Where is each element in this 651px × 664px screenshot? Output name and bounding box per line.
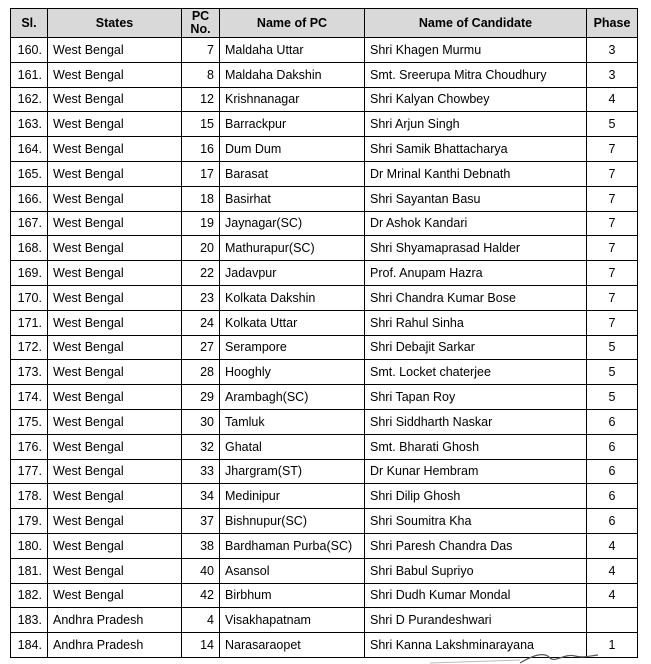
cell-state: West Bengal bbox=[48, 38, 182, 63]
cell-sl: 163. bbox=[11, 112, 48, 137]
cell-pc-name: Asansol bbox=[220, 558, 365, 583]
table-row bbox=[11, 261, 638, 286]
cell-pc-no: 19 bbox=[182, 211, 220, 236]
cell-sl: 173. bbox=[11, 360, 48, 385]
header-phase: Phase bbox=[587, 9, 638, 38]
table-row bbox=[11, 484, 638, 509]
cell-phase: 3 bbox=[587, 62, 638, 87]
cell-pc-no: 29 bbox=[182, 385, 220, 410]
cell-sl: 166. bbox=[11, 186, 48, 211]
cell-pc-no: 20 bbox=[182, 236, 220, 261]
cell-phase: 6 bbox=[587, 509, 638, 534]
cell-state: West Bengal bbox=[48, 186, 182, 211]
table-row bbox=[11, 459, 638, 484]
cell-candidate: Shri Soumitra Kha bbox=[365, 509, 587, 534]
cell-candidate: Shri Siddharth Naskar bbox=[365, 409, 587, 434]
cell-pc-name: Mathurapur(SC) bbox=[220, 236, 365, 261]
cell-pc-name: Barrackpur bbox=[220, 112, 365, 137]
cell-pc-name: Medinipur bbox=[220, 484, 365, 509]
cell-phase: 7 bbox=[587, 261, 638, 286]
cell-state: West Bengal bbox=[48, 385, 182, 410]
cell-candidate: Smt. Sreerupa Mitra Choudhury bbox=[365, 62, 587, 87]
cell-pc-no: 15 bbox=[182, 112, 220, 137]
cell-phase: 5 bbox=[587, 385, 638, 410]
header-pc-no-line2: No. bbox=[190, 22, 211, 36]
cell-phase: 7 bbox=[587, 161, 638, 186]
cell-candidate: Smt. Locket chaterjee bbox=[365, 360, 587, 385]
cell-state: West Bengal bbox=[48, 137, 182, 162]
cell-phase: 3 bbox=[587, 38, 638, 63]
cell-phase: 7 bbox=[587, 285, 638, 310]
cell-phase: 4 bbox=[587, 87, 638, 112]
cell-candidate: Smt. Bharati Ghosh bbox=[365, 434, 587, 459]
cell-sl: 174. bbox=[11, 385, 48, 410]
cell-pc-name: Birbhum bbox=[220, 583, 365, 608]
cell-pc-no: 28 bbox=[182, 360, 220, 385]
cell-phase: 1 bbox=[587, 633, 638, 658]
cell-state: West Bengal bbox=[48, 459, 182, 484]
table-row bbox=[11, 434, 638, 459]
cell-sl: 161. bbox=[11, 62, 48, 87]
table-row bbox=[11, 112, 638, 137]
cell-sl: 182. bbox=[11, 583, 48, 608]
table-row bbox=[11, 285, 638, 310]
cell-candidate: Shri Sayantan Basu bbox=[365, 186, 587, 211]
cell-candidate: Shri Dilip Ghosh bbox=[365, 484, 587, 509]
cell-candidate: Shri Arjun Singh bbox=[365, 112, 587, 137]
cell-sl: 181. bbox=[11, 558, 48, 583]
header-name-of-candidate: Name of Candidate bbox=[365, 9, 587, 38]
header-states: States bbox=[48, 9, 182, 38]
cell-state: Andhra Pradesh bbox=[48, 633, 182, 658]
table-row bbox=[11, 161, 638, 186]
cell-state: West Bengal bbox=[48, 87, 182, 112]
header-pc-no-line1: PC bbox=[191, 9, 210, 23]
cell-state: West Bengal bbox=[48, 484, 182, 509]
cell-state: West Bengal bbox=[48, 285, 182, 310]
cell-pc-name: Tamluk bbox=[220, 409, 365, 434]
cell-state: West Bengal bbox=[48, 558, 182, 583]
cell-phase: 7 bbox=[587, 236, 638, 261]
cell-sl: 184. bbox=[11, 633, 48, 658]
cell-pc-no: 18 bbox=[182, 186, 220, 211]
cell-pc-name: Kolkata Dakshin bbox=[220, 285, 365, 310]
cell-sl: 167. bbox=[11, 211, 48, 236]
cell-sl: 178. bbox=[11, 484, 48, 509]
cell-candidate: Shri Kalyan Chowbey bbox=[365, 87, 587, 112]
cell-candidate: Shri Debajit Sarkar bbox=[365, 335, 587, 360]
cell-pc-no: 7 bbox=[182, 38, 220, 63]
cell-candidate: Dr Mrinal Kanthi Debnath bbox=[365, 161, 587, 186]
cell-state: West Bengal bbox=[48, 533, 182, 558]
cell-pc-no: 14 bbox=[182, 633, 220, 658]
cell-sl: 165. bbox=[11, 161, 48, 186]
cell-pc-name: Bardhaman Purba(SC) bbox=[220, 533, 365, 558]
cell-phase: 6 bbox=[587, 409, 638, 434]
cell-sl: 160. bbox=[11, 38, 48, 63]
cell-pc-name: Barasat bbox=[220, 161, 365, 186]
cell-pc-name: Kolkata Uttar bbox=[220, 310, 365, 335]
cell-pc-name: Maldaha Uttar bbox=[220, 38, 365, 63]
cell-candidate: Shri Kanna Lakshminarayana bbox=[365, 633, 587, 658]
cell-phase: 7 bbox=[587, 211, 638, 236]
cell-sl: 176. bbox=[11, 434, 48, 459]
table-row bbox=[11, 509, 638, 534]
cell-candidate: Shri Khagen Murmu bbox=[365, 38, 587, 63]
cell-pc-name: Jadavpur bbox=[220, 261, 365, 286]
table-row bbox=[11, 583, 638, 608]
cell-state: West Bengal bbox=[48, 360, 182, 385]
cell-sl: 169. bbox=[11, 261, 48, 286]
cell-candidate: Shri D Purandeshwari bbox=[365, 608, 587, 633]
cell-state: West Bengal bbox=[48, 335, 182, 360]
table-row bbox=[11, 335, 638, 360]
cell-pc-no: 30 bbox=[182, 409, 220, 434]
cell-state: West Bengal bbox=[48, 211, 182, 236]
cell-pc-no: 4 bbox=[182, 608, 220, 633]
cell-candidate: Shri Paresh Chandra Das bbox=[365, 533, 587, 558]
cell-sl: 177. bbox=[11, 459, 48, 484]
cell-pc-name: Bishnupur(SC) bbox=[220, 509, 365, 534]
header-pc-no bbox=[182, 9, 220, 38]
table-row bbox=[11, 558, 638, 583]
table-row bbox=[11, 236, 638, 261]
cell-phase: 7 bbox=[587, 137, 638, 162]
cell-pc-no: 34 bbox=[182, 484, 220, 509]
cell-sl: 164. bbox=[11, 137, 48, 162]
signature-mark bbox=[400, 650, 610, 664]
table-row bbox=[11, 385, 638, 410]
cell-sl: 168. bbox=[11, 236, 48, 261]
cell-candidate: Dr Ashok Kandari bbox=[365, 211, 587, 236]
cell-phase: 6 bbox=[587, 434, 638, 459]
cell-state: West Bengal bbox=[48, 261, 182, 286]
cell-phase: 6 bbox=[587, 459, 638, 484]
cell-state: West Bengal bbox=[48, 434, 182, 459]
table-header-row bbox=[11, 9, 638, 38]
cell-phase: 7 bbox=[587, 186, 638, 211]
cell-pc-no: 24 bbox=[182, 310, 220, 335]
cell-state: West Bengal bbox=[48, 509, 182, 534]
cell-state: West Bengal bbox=[48, 583, 182, 608]
table-row bbox=[11, 186, 638, 211]
table-row bbox=[11, 409, 638, 434]
cell-phase: 4 bbox=[587, 533, 638, 558]
cell-pc-name: Narasaraopet bbox=[220, 633, 365, 658]
table-row bbox=[11, 310, 638, 335]
cell-sl: 175. bbox=[11, 409, 48, 434]
cell-pc-no: 33 bbox=[182, 459, 220, 484]
cell-pc-no: 37 bbox=[182, 509, 220, 534]
cell-state: West Bengal bbox=[48, 62, 182, 87]
cell-state: West Bengal bbox=[48, 112, 182, 137]
cell-phase: 7 bbox=[587, 310, 638, 335]
cell-candidate: Shri Shyamaprasad Halder bbox=[365, 236, 587, 261]
cell-sl: 171. bbox=[11, 310, 48, 335]
header-sl: Sl. bbox=[11, 9, 48, 38]
table-row bbox=[11, 62, 638, 87]
cell-state: West Bengal bbox=[48, 409, 182, 434]
cell-pc-name: Visakhapatnam bbox=[220, 608, 365, 633]
cell-pc-name: Maldaha Dakshin bbox=[220, 62, 365, 87]
cell-sl: 179. bbox=[11, 509, 48, 534]
cell-candidate: Shri Rahul Sinha bbox=[365, 310, 587, 335]
cell-pc-name: Jhargram(ST) bbox=[220, 459, 365, 484]
cell-pc-no: 42 bbox=[182, 583, 220, 608]
cell-pc-no: 32 bbox=[182, 434, 220, 459]
header-name-of-pc: Name of PC bbox=[220, 9, 365, 38]
cell-pc-name: Hooghly bbox=[220, 360, 365, 385]
cell-candidate: Shri Dudh Kumar Mondal bbox=[365, 583, 587, 608]
cell-candidate: Dr Kunar Hembram bbox=[365, 459, 587, 484]
cell-phase: 6 bbox=[587, 484, 638, 509]
cell-pc-name: Dum Dum bbox=[220, 137, 365, 162]
cell-pc-name: Krishnanagar bbox=[220, 87, 365, 112]
cell-phase: 4 bbox=[587, 558, 638, 583]
cell-pc-name: Arambagh(SC) bbox=[220, 385, 365, 410]
cell-pc-no: 16 bbox=[182, 137, 220, 162]
cell-sl: 162. bbox=[11, 87, 48, 112]
cell-phase: 5 bbox=[587, 335, 638, 360]
cell-pc-name: Basirhat bbox=[220, 186, 365, 211]
cell-candidate: Shri Tapan Roy bbox=[365, 385, 587, 410]
cell-phase bbox=[587, 608, 638, 633]
table-row bbox=[11, 137, 638, 162]
cell-sl: 170. bbox=[11, 285, 48, 310]
cell-pc-no: 27 bbox=[182, 335, 220, 360]
candidates-table bbox=[10, 8, 638, 658]
cell-pc-no: 40 bbox=[182, 558, 220, 583]
cell-phase: 4 bbox=[587, 583, 638, 608]
cell-sl: 172. bbox=[11, 335, 48, 360]
cell-pc-no: 23 bbox=[182, 285, 220, 310]
cell-sl: 180. bbox=[11, 533, 48, 558]
cell-phase: 5 bbox=[587, 112, 638, 137]
cell-pc-name: Serampore bbox=[220, 335, 365, 360]
cell-pc-no: 22 bbox=[182, 261, 220, 286]
table-row bbox=[11, 360, 638, 385]
cell-candidate: Shri Babul Supriyo bbox=[365, 558, 587, 583]
cell-pc-no: 12 bbox=[182, 87, 220, 112]
cell-state: Andhra Pradesh bbox=[48, 608, 182, 633]
cell-pc-no: 17 bbox=[182, 161, 220, 186]
table-row bbox=[11, 533, 638, 558]
cell-phase: 5 bbox=[587, 360, 638, 385]
cell-candidate: Prof. Anupam Hazra bbox=[365, 261, 587, 286]
table-row bbox=[11, 38, 638, 63]
table-row bbox=[11, 87, 638, 112]
cell-candidate: Shri Chandra Kumar Bose bbox=[365, 285, 587, 310]
cell-pc-no: 38 bbox=[182, 533, 220, 558]
cell-pc-no: 8 bbox=[182, 62, 220, 87]
cell-pc-name: Ghatal bbox=[220, 434, 365, 459]
cell-state: West Bengal bbox=[48, 310, 182, 335]
cell-sl: 183. bbox=[11, 608, 48, 633]
cell-pc-name: Jaynagar(SC) bbox=[220, 211, 365, 236]
table-row bbox=[11, 608, 638, 633]
cell-state: West Bengal bbox=[48, 236, 182, 261]
cell-candidate: Shri Samik Bhattacharya bbox=[365, 137, 587, 162]
table-row bbox=[11, 211, 638, 236]
cell-state: West Bengal bbox=[48, 161, 182, 186]
